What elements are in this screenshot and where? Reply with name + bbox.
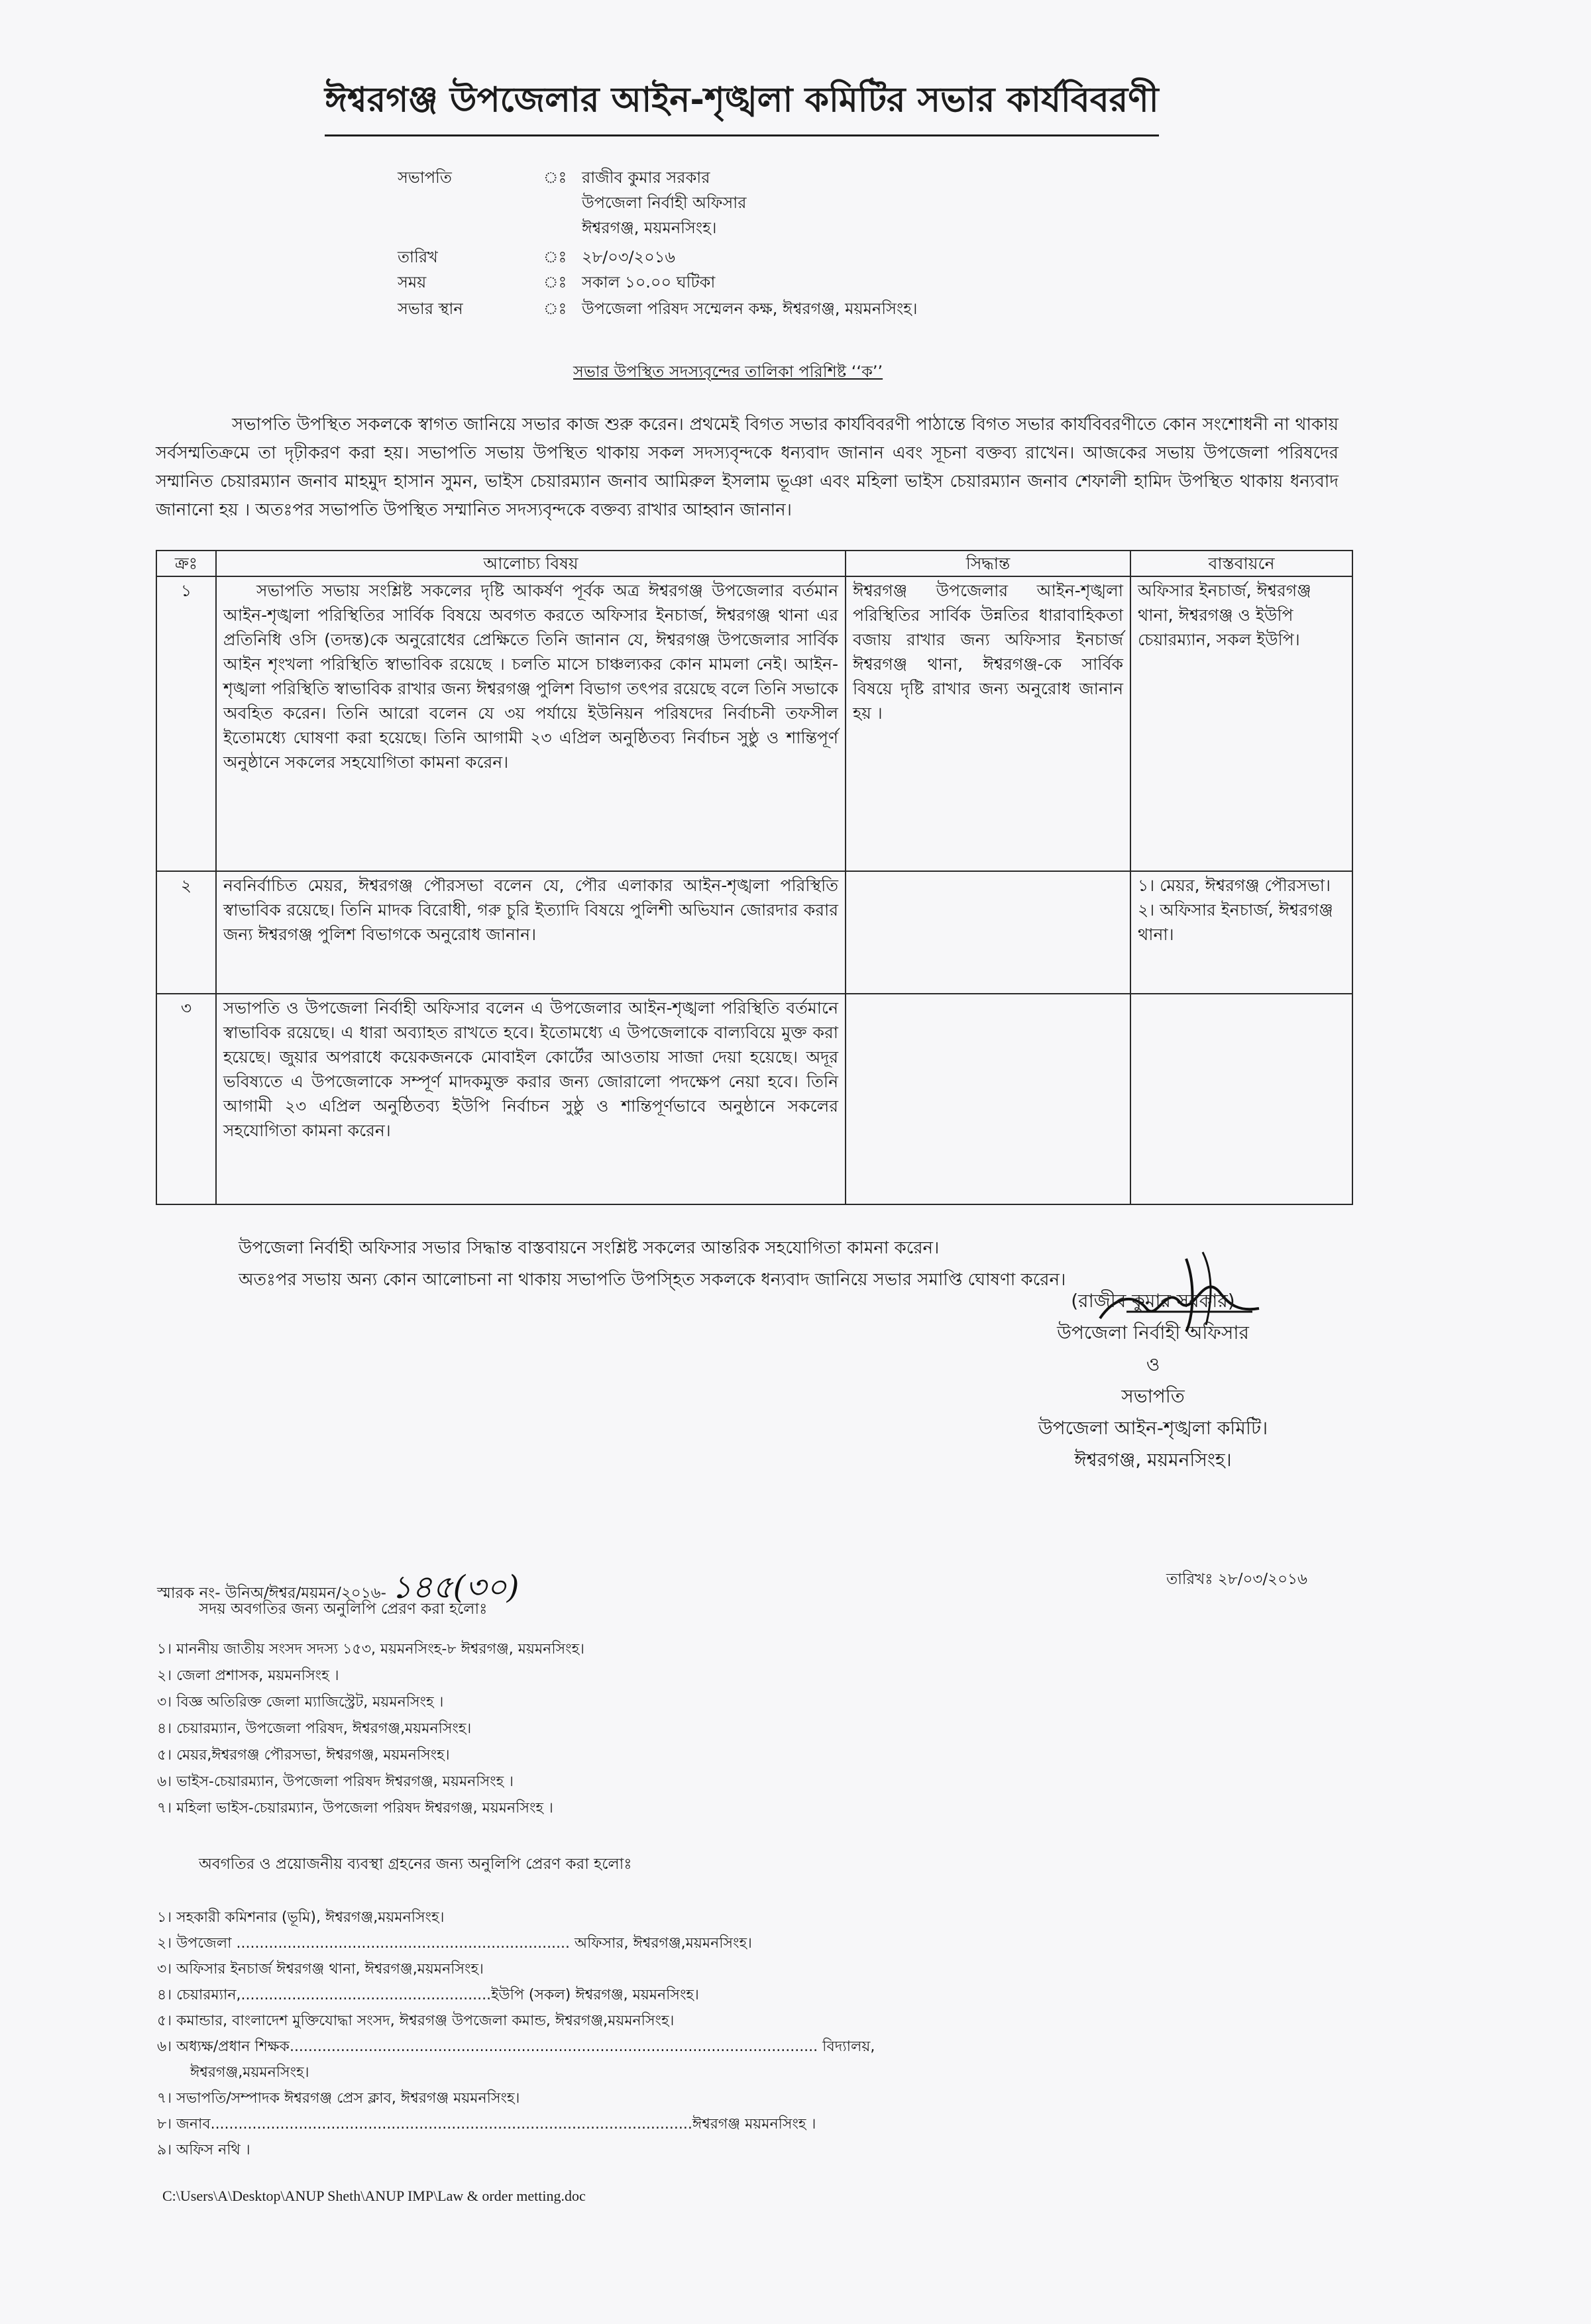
row-serial: ১ <box>156 576 216 871</box>
list-item: ৭। সভাপতি/সম্পাদক ঈশ্বরগঞ্জ প্রেস ক্লাব, ঈশ্বরগঞ্জ ময়মনসিংহ। <box>157 2090 520 2107</box>
signatory-line: ও <box>1146 1353 1160 1375</box>
signatory-line: উপজেলা নির্বাহী অফিসার <box>1057 1322 1249 1344</box>
header-implementation: বাস্তবায়নে <box>1130 551 1352 576</box>
document-title: ঈশ্বরগঞ্জ উপজেলার আইন-শৃঙ্খলা কমিটির সভার কার্যবিবরণী <box>325 73 1159 136</box>
meeting-info <box>0 166 1591 325</box>
list-item: ৮। জনাব........................................................................................................ঈশ্বরগঞ্জ ময়মনসিংহ । <box>157 2116 816 2133</box>
table-row <box>156 576 1352 871</box>
copy-list-action <box>157 1905 875 2163</box>
signatory-line: ঈশ্বরগঞ্জ, ময়মনসিংহ। <box>1074 1449 1232 1471</box>
chair-label: সভাপতি <box>398 168 452 187</box>
attendance-annex-note: সভার উপস্থিত সদস্যবৃন্দের তালিকা পরিশিষ্ট ‘‘ক’’ <box>573 362 883 381</box>
signature-block <box>994 1285 1312 1476</box>
list-item: ৪। চেয়ারম্যান, উপজেলা পরিষদ, ঈশ্বরগঞ্জ,ময়মনসিংহ। <box>157 1720 472 1737</box>
signatory-line: উপজেলা আইন-শৃঙ্খলা কমিটি। <box>1038 1417 1268 1439</box>
time-colon: ঃ <box>543 273 567 291</box>
list-item: ঈশ্বরগঞ্জ,ময়মনসিংহ। <box>190 2064 309 2081</box>
header-decision: সিদ্ধান্ত <box>846 551 1130 576</box>
list-item: ৯। অফিস নথি । <box>157 2142 250 2158</box>
table-header-row <box>156 551 1352 576</box>
date-value: ২৮/০৩/২০১৬ <box>582 248 675 266</box>
list-item: ৫। কমান্ডার, বাংলাদেশ মুক্তিযোদ্ধা সংসদ, ঈশ্বরগঞ্জ উপজেলা কমান্ড, ঈশ্বরগঞ্জ,ময়মনসিংহ। <box>157 2013 675 2029</box>
venue-colon: ঃ <box>543 299 567 318</box>
chair-location: ঈশ্বরগঞ্জ, ময়মনসিংহ। <box>582 219 717 237</box>
row-serial: ২ <box>156 871 216 994</box>
list-item: ৩। বিজ্ঞ অতিরিক্ত জেলা ম্যাজিস্ট্রেট, ময়মনসিংহ । <box>157 1694 444 1711</box>
list-item: ১। সহকারী কমিশনার (ভূমি), ঈশ্বরগঞ্জ,ময়মনসিংহ। <box>157 1909 445 1926</box>
row-topic: সভাপতি ও উপজেলা নির্বাহী অফিসার বলেন এ উপজেলার আইন-শৃঙ্খলা পরিস্থিতি বর্তমানে স্বাভাবিক রয়েছে। এ ধারা অব্যাহত রাখতে হবে। ইতোমধ্যে এ উপজেলাকে বাল্যবিয়ে মুক্ত করা হয়েছে। জুয়ার অপরাধে কয়েকজনকে মোবাইল কোর্টের আওতায় সাজা দেয়া হয়েছে। অদূর ভবিষ্যতে এ উপজেলাকে সম্পূর্ণ মাদকমুক্ত করার জন্য জোরালো পদক্ষেপ নেয়া হবে। তিনি আগামী ২৩ এপ্রিল অনুষ্ঠিতব্য ইউপি নির্বাচন সুষ্ঠু ও শান্তিপূর্ণভাবে অনুষ্ঠানে সকলের সহযোগিতা কামনা করেন। <box>216 994 846 1204</box>
list-item: ৭। মহিলা ভাইস-চেয়ারম্যান, উপজেলা পরিষদ ঈশ্বরগঞ্জ, ময়মনসিংহ । <box>157 1800 553 1817</box>
time-value: সকাল ১০.০০ ঘটিকা <box>582 273 716 291</box>
row-decision <box>846 871 1130 994</box>
table-row <box>156 994 1352 1204</box>
signatory-name: (রাজীব কুমার সরকার) <box>1071 1290 1235 1312</box>
row-decision: ঈশ্বরগঞ্জ উপজেলার আইন-শৃঙ্খলা পরিস্থিতির সার্বিক উন্নতির ধারাবাহিকতা বজায় রাখার জন্য অফিসার ইনচার্জ ঈশ্বরগঞ্জ থানা, ঈশ্বরগঞ্জ-কে সার্বিক বিষয়ে দৃষ্টি রাখার জন্য অনুরোধ জানান হয় । <box>846 576 1130 871</box>
date-colon: ঃ <box>543 248 567 266</box>
minutes-table <box>156 550 1353 1205</box>
row-implementation <box>1130 994 1352 1204</box>
copy-note-action: অবগতির ও প্রয়োজনীয় ব্যবস্থা গ্রহনের জন্য অনুলিপি প্রেরণ করা হলোঃ <box>199 1856 632 1873</box>
list-item: ৬। ভাইস-চেয়ারম্যান, উপজেলা পরিষদ ঈশ্বরগঞ্জ, ময়মনসিংহ । <box>157 1773 514 1790</box>
chair-name: রাজীব কুমার সরকার <box>582 168 710 187</box>
list-item: ২। জেলা প্রশাসক, ময়মনসিংহ । <box>157 1667 339 1684</box>
date-label: তারিখ <box>398 248 438 266</box>
list-item: ৪। চেয়ারম্যান,......................................................ইউপি (সকল) ঈশ্বরগঞ্জ, ময়মনসিংহ। <box>157 1987 699 2003</box>
table-row <box>156 871 1352 994</box>
list-item: ২। উপজেলা ........................................................................ অফিসার, ঈশ্বরগঞ্জ,ময়মনসিংহ। <box>157 1935 752 1952</box>
chair-designation: উপজেলা নির্বাহী অফিসার <box>582 193 747 212</box>
file-path-footer: C:\Users\A\Desktop\ANUP Sheth\ANUP IMP\Law & order metting.doc <box>162 2188 586 2204</box>
copy-note-information: সদয় অবগতির জন্য অনুলিপি প্রেরণ করা হলোঃ <box>199 1601 488 1618</box>
memo-reference-handwritten: ১৪৫(৩০) <box>391 1569 520 1606</box>
list-item: ৩। অফিসার ইনচার্জ ঈশ্বরগঞ্জ থানা, ঈশ্বরগঞ্জ,ময়মনসিংহ। <box>157 1961 484 1978</box>
row-topic-cell <box>216 576 846 871</box>
closing-line-1: উপজেলা নির্বাহী অফিসার সভার সিদ্ধান্ত বাস্তবায়নে সংশ্লিষ্ট সকলের আন্তরিক সহযোগিতা কামনা করেন। <box>239 1238 940 1258</box>
signatory-line: সভাপতি <box>1121 1385 1185 1407</box>
venue-label: সভার স্থান <box>398 299 463 318</box>
intro-paragraph: সভাপতি উপস্থিত সকলকে স্বাগত জানিয়ে সভার কাজ শুরু করেন। প্রথমেই বিগত সভার কার্যবিবরণী পাঠান্তে বিগত সভার কার্যবিবরণীতে কোন সংশোধনী না থাকায় সর্বসম্মতিক্রমে তা দৃঢ়ীকরণ করা হয়। সভাপতি সভায় উপস্থিত থাকায় সকল সদস্যবৃন্দকে ধন্যবাদ জানান এবং সূচনা বক্তব্য রাখেন। আজকের সভায় উপজেলা পরিষদের সম্মানিত চেয়ারম্যান জনাব মাহমুদ হাসান সুমন, ভাইস চেয়ারম্যান জনাব আমিরুল ইসলাম ভূঞা এবং মহিলা ভাইস চেয়ারম্যান জনাব শেফালী হামিদ উপস্থিত থাকায় ধন্যবাদ জানানো হয় । অতঃপর সভাপতি উপস্থিত সম্মানিত সদস্যবৃন্দকে বক্তব্য রাখার আহ্বান জানান। <box>156 415 1339 520</box>
memo-date: তারিখঃ ২৮/০৩/২০১৬ <box>1166 1571 1307 1588</box>
row-topic: সভাপতি সভায় সংশ্লিষ্ট সকলের দৃষ্টি আকর্ষণ পূর্বক অত্র ঈশ্বরগঞ্জ উপজেলার বর্তমান আইন-শৃঙ্খলা পরিস্থিতির সার্বিক বিষয়ে অবগত করতে অফিসার ইনচার্জ, ঈশ্বরগঞ্জ থানা এর প্রতিনিধি ওসি (তদন্ত)কে অনুরোধের প্রেক্ষিতে তিনি জানান যে, ঈশ্বরগঞ্জ উপজেলার সার্বিক আইন শৃংখলা পরিস্থিতি স্বাভাবিক রয়েছে । চলতি মাসে চাঞ্চল্যকর কোন মামলা নেই। আইন-শৃঙ্খলা পরিস্থিতি স্বাভাবিক রাখার জন্য ঈশ্বরগঞ্জ পুলিশ বিভাগ তৎপর রয়েছে বলে তিনি সভাকে অবহিত করেন। তিনি আরো বলেন যে ৩য় পর্যায়ে ইউনিয়ন পরিষদের নির্বাচনী তফসীল ইতোমধ্যে ঘোষণা করা হয়েছে। তিনি আগামী ২৩ এপ্রিল অনুষ্ঠিতব্য নির্বাচন সুষ্ঠু ও শান্তিপূর্ণ অনুষ্ঠানে সকলের সহযোগিতা কামনা করেন। <box>223 581 838 772</box>
row-serial: ৩ <box>156 994 216 1204</box>
row-topic: নবনির্বাচিত মেয়র, ঈশ্বরগঞ্জ পৌরসভা বলেন যে, পৌর এলাকার আইন-শৃঙ্খলা পরিস্থিতি স্বাভাবিক রয়েছে। তিনি মাদক বিরোধী, গরু চুরি ইত্যাদি বিষয়ে পুলিশী অভিযান জোরদার করার জন্য ঈশ্বরগঞ্জ পুলিশ বিভাগকে অনুরোধ জানান। <box>216 871 846 994</box>
time-label: সময় <box>398 273 427 291</box>
list-item: ১। মাননীয় জাতীয় সংসদ সদস্য ১৫৩, ময়মনসিংহ-৮ ঈশ্বরগঞ্জ, ময়মনসিংহ। <box>157 1641 585 1658</box>
list-item: ৫। মেয়র,ঈশ্বরগঞ্জ পৌরসভা, ঈশ্বরগঞ্জ, ময়মনসিংহ। <box>157 1747 450 1764</box>
memo-reference-label: স্মারক নং- উনিঅ/ঈশ্বর/ময়মন/২০১৬- <box>157 1585 386 1602</box>
header-serial: ক্রঃ <box>156 551 216 576</box>
row-decision <box>846 994 1130 1204</box>
copy-list-information <box>157 1636 584 1822</box>
row-implementation: ১। মেয়র, ঈশ্বরগঞ্জ পৌরসভা। ২। অফিসার ইনচার্জ, ঈশ্বরগঞ্জ থানা। <box>1130 871 1352 994</box>
header-topic: আলোচ্য বিষয় <box>216 551 846 576</box>
row-implementation: অফিসার ইনচার্জ, ঈশ্বরগঞ্জ থানা, ঈশ্বরগঞ্জ ও ইউপি চেয়ারম্যান, সকল ইউপি। <box>1130 576 1352 871</box>
closing-line-2: অতঃপর সভায় অন্য কোন আলোচনা না থাকায় সভাপতি উপস্হিত সকলকে ধন্যবাদ জানিয়ে সভার সমাপ্তি ঘোষণা করেন। <box>239 1270 1066 1290</box>
chair-colon: ঃ <box>543 168 567 187</box>
list-item: ৬। অধ্যক্ষ/প্রধান শিক্ষক.................................................................................................................. বিদ্যালয়, <box>157 2038 875 2055</box>
venue-value: উপজেলা পরিষদ সম্মেলন কক্ষ, ঈশ্বরগঞ্জ, ময়মনসিংহ। <box>582 299 918 318</box>
